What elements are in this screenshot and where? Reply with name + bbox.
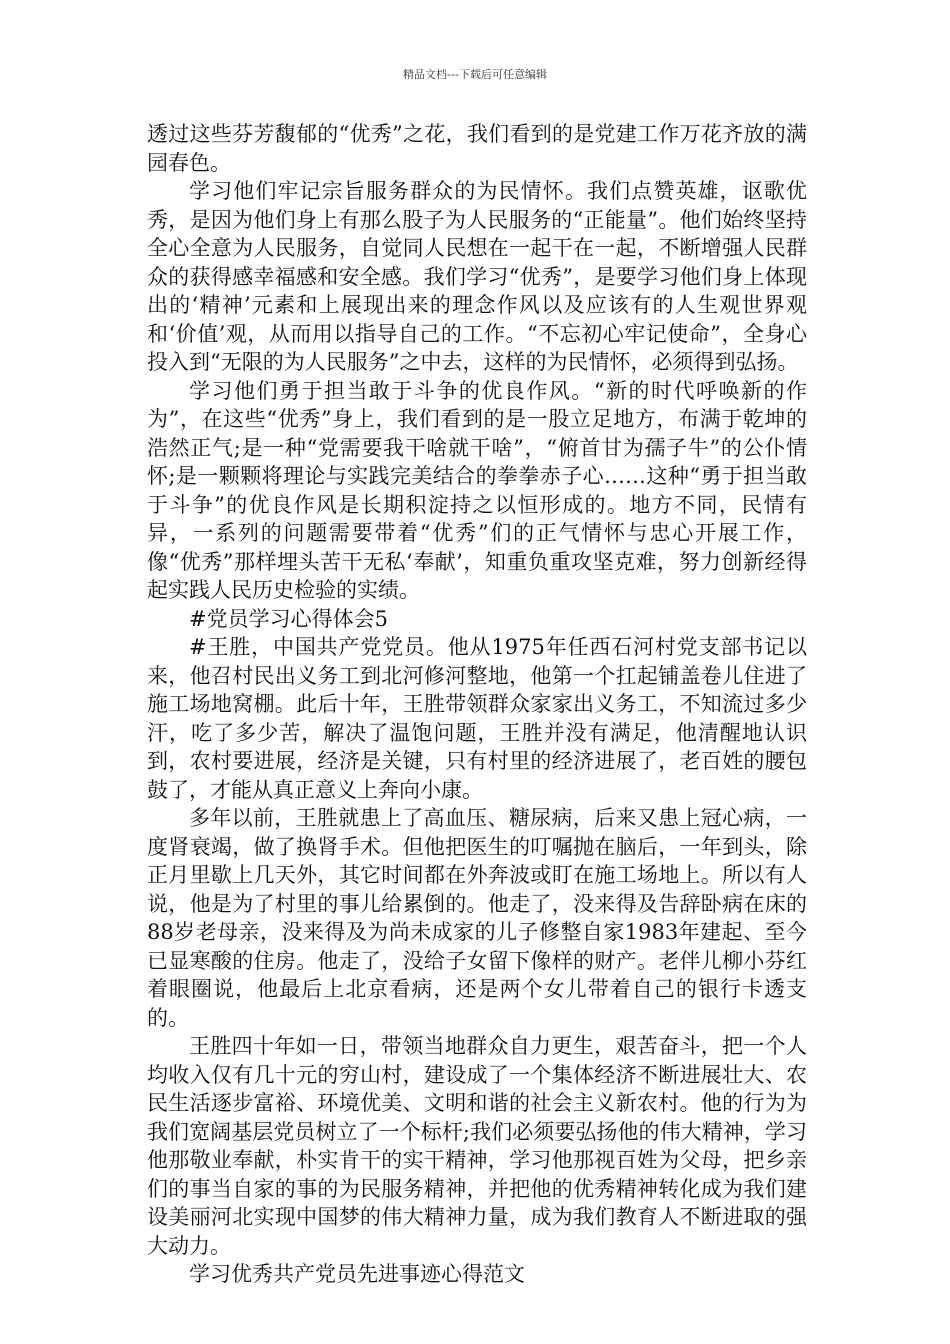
paragraph: 学习他们牢记宗旨服务群众的为民情怀。我们点赞英雄，讴歌优秀，是因为他们身上有那么股子为人民服务的“正能量”。他们始终坚持全心全意为人民服务，自觉同人民想在一起干在一起，不断增强人民群众的获得感幸福感和安全感。我们学习“优秀”，是要学习他们身上体现出的‘精神’元素和上展现出来的理念作风以及应该有的人生观世界观和‘价值’观，从而用以指导自己的工作。“不忘初心牢记使命”，全身心投入到“无限的为人民服务”之中去，这样的为民情怀，必须得到弘扬。	[147, 179, 807, 374]
paragraph: 透过这些芬芳馥郁的“优秀”之花，我们看到的是党建工作万花齐放的满园春色。	[147, 122, 807, 175]
document-body	[147, 120, 807, 1289]
section-heading: #党员学习心得体会5	[189, 606, 388, 631]
page-header: 精品文档---下载后可任意编辑	[403, 68, 547, 81]
paragraph: 多年以前，王胜就患上了高血压、糖尿病，后来又患上冠心病，一度肾衰竭，做了换肾手术。但他把医生的叮嘱抛在脑后，一年到头，除正月里歇上几天外，其它时间都在外奔波或盯在施工场地上。所以有人说，他是为了村里的事儿给累倒的。他走了，没来得及告辞卧病在床的88岁老母亲，没来得及为尚未成家的儿子修整自家1983年建起、至今已显寒酸的住房。他走了，没给子女留下像样的财产。老伴儿柳小芬红着眼圈说，他最后上北京看病，还是两个女儿带着自己的银行卡透支的。	[147, 806, 807, 1030]
section-heading: 学习优秀共产党员先进事迹心得范文	[189, 1262, 525, 1286]
paragraph: 学习他们勇于担当敢于斗争的优良作风。“新的时代呼唤新的作为”，在这些“优秀”身上，我们看到的是一股立足地方，布满于乾坤的浩然正气;是一种“党需要我干啥就干啥”，“俯首甘为孺子牛”的公仆情怀;是一颗颗将理论与实践完美结合的拳拳赤子心……这种“勇于担当敢于斗争”的优良作风是长期积淀持之以恒形成的。地方不同，民情有异，一系列的问题需要带着“优秀”们的正气情怀与忠心开展工作，像“优秀”那样埋头苦干无私‘奉献’，知重负重攻坚克难，努力创新经得起实践人民历史检验的实绩。	[147, 378, 807, 602]
paragraph: #王胜，中国共产党党员。他从1975年任西石河村党支部书记以来，他召村民出义务工到北河修河整地，他第一个扛起铺盖卷儿住进了施工场地窝棚。此后十年，王胜带领群众家家出义务工，不知流过多少汗，吃了多少苦，解决了温饱问题，王胜并没有满足，他清醒地认识到，农村要进展，经济是关键，只有村里的经济进展了，老百姓的腰包鼓了，才能从真正意义上奔向小康。	[147, 635, 807, 802]
paragraph: 王胜四十年如一日，带领当地群众自力更生，艰苦奋斗，把一个人均收入仅有几十元的穷山村，建设成了一个集体经济不断进展壮大、农民生活逐步富裕、环境优美、文明和谐的社会主义新农村。他的行为为我们宽阔基层党员树立了一个标杆;我们必须要弘扬他的伟大精神，学习他那敬业奉献，朴实肯干的实干精神，学习他那视百姓为父母，把乡亲们的事当自家的事的为民服务精神，并把他的优秀精神转化成为我们建设美丽河北实现中国梦的伟大精神力量，成为我们教育人不断进取的强大动力。	[147, 1034, 807, 1258]
